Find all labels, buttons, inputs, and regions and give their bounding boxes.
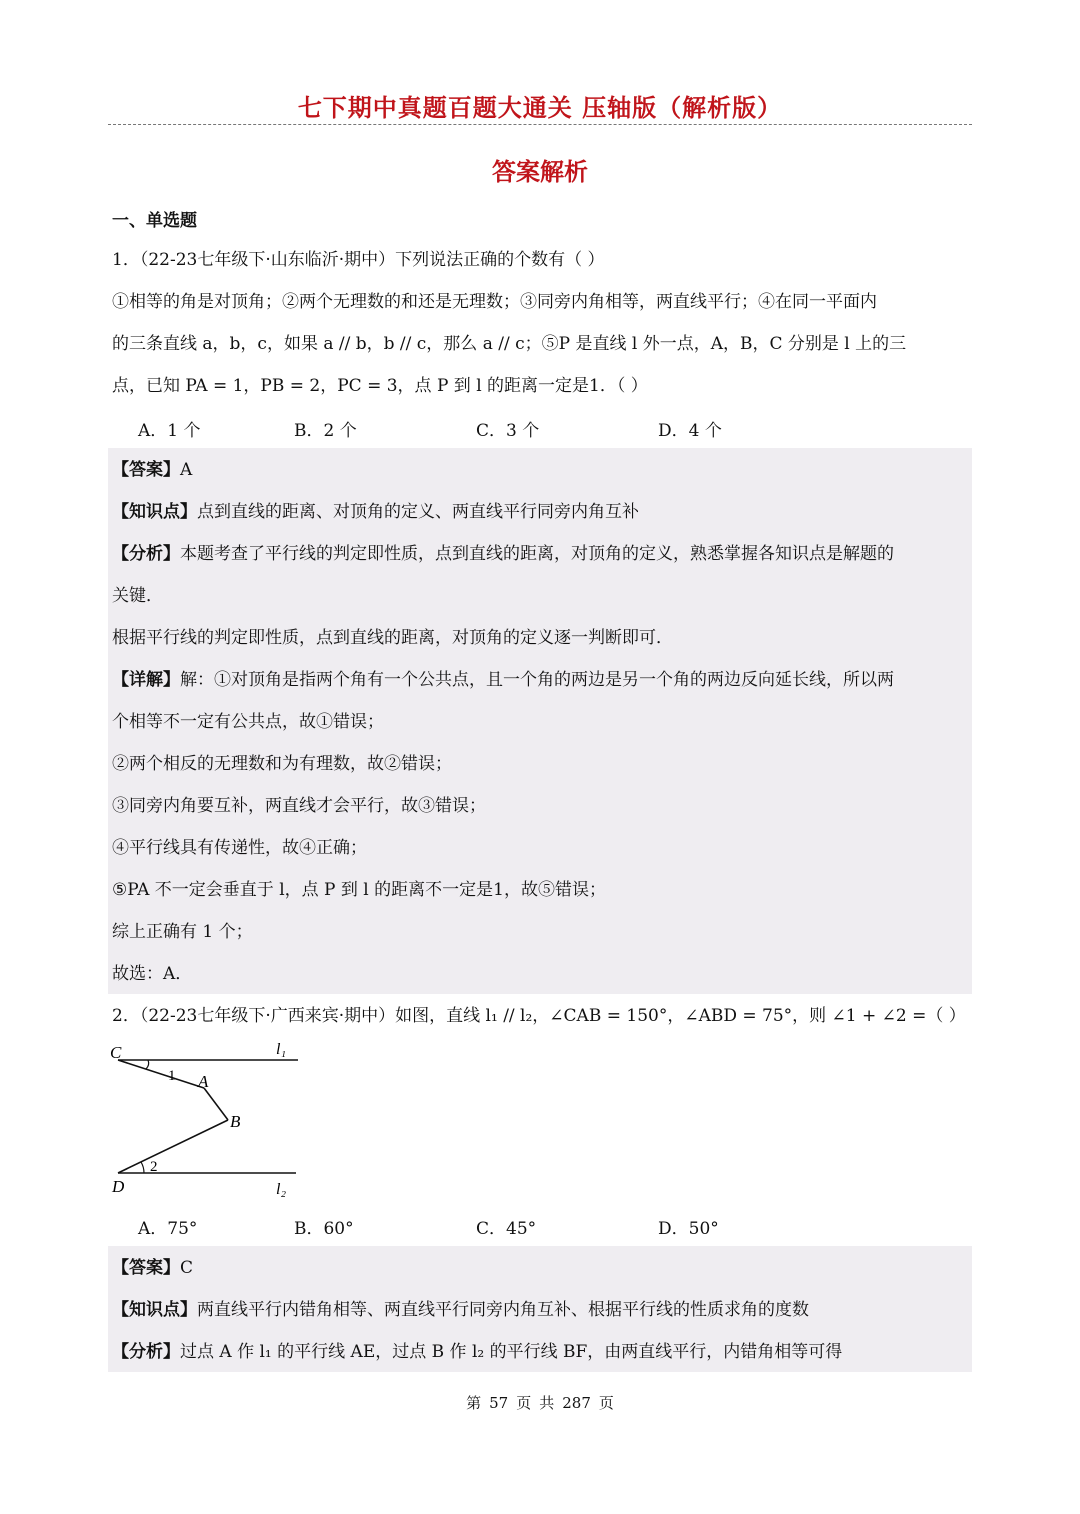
document-title: 七下期中真题百题大通关 压轴版（解析版） (297, 93, 783, 122)
footer-mid2: 共 (539, 1394, 555, 1412)
q2-choice-b: B．60° (294, 1219, 354, 1239)
footer-prefix: 第 (466, 1394, 482, 1412)
current-page: 57 (489, 1394, 509, 1412)
answer-value: A (180, 460, 193, 480)
q1-choice-d: D．4 个 (658, 421, 722, 441)
label-l1: l₁ (276, 1041, 287, 1058)
label-a: A (198, 1072, 209, 1091)
q1-knowledge-point (112, 500, 968, 524)
q1-detail-line: ③同旁内角要互补，两直线才会平行，故③错误； (112, 796, 486, 816)
q1-stem-line: 1．（22-23七年级下·山东临沂·期中）下列说法正确的个数有（ ） (112, 250, 605, 270)
detail-label: 【详解】 (112, 670, 180, 690)
kp-value: 点到直线的距离、对顶角的定义、两直线平行同旁内角互补 (197, 502, 639, 522)
label-angle2: 2 (150, 1159, 158, 1175)
q1-stem-line: 点，已知 PA = 1，PB = 2，PC = 3，点 P 到 l 的距离一定是1．（ ） (112, 376, 648, 396)
q1-analysis-line: 关键． (112, 586, 163, 606)
section-title: 答案解析 (492, 157, 588, 186)
q1-detail-line: 综上正确有 1 个； (112, 922, 253, 942)
answer-label: 【答案】 (112, 460, 180, 480)
kp-label: 【知识点】 (112, 1300, 197, 1320)
q1-choice-b: B．2 个 (294, 421, 357, 441)
detail-value: 解：①对顶角是指两个角有一个公共点，且一个角的两边是另一个角的两边反向延长线，所以两 (180, 670, 894, 690)
kp-value: 两直线平行内错角相等、两直线平行同旁内角互补、根据平行线的性质求角的度数 (197, 1300, 809, 1320)
q1-analysis-line: 根据平行线的判定即性质，点到直线的距离，对顶角的定义逐一判断即可． (112, 628, 673, 648)
q2-knowledge-point (112, 1298, 968, 1322)
q2-answer-box (108, 1246, 972, 1372)
q1-analysis (112, 542, 968, 566)
footer-mid1: 页 (516, 1394, 532, 1412)
q2-choice-a: A．75° (138, 1219, 198, 1239)
page-footer (0, 1392, 1080, 1413)
q2-choices (138, 1214, 938, 1238)
q1-answer-box (108, 448, 972, 994)
q2-analysis (112, 1340, 968, 1364)
q1-choice-a: A．1 个 (138, 421, 201, 441)
geometry-figure (108, 1040, 308, 1200)
kp-label: 【知识点】 (112, 502, 197, 522)
q1-stem-line: 的三条直线 a，b，c，如果 a // b，b // c，那么 a // c；⑤P 是直线 l 外一点，A，B，C 分别是 l 上的三 (112, 334, 907, 354)
analysis-value: 过点 A 作 l₁ 的平行线 AE，过点 B 作 l₂ 的平行线 BF，由两直线平行，内错角相等可得 (180, 1342, 843, 1362)
angle1-arc (146, 1060, 149, 1069)
q1-detail-line: ②两个相反的无理数和为有理数，故②错误； (112, 754, 452, 774)
section-heading: 一、单选题 (112, 211, 197, 231)
q2-stem: 2．（22-23七年级下·广西来宾·期中）如图，直线 l₁ // l₂，∠CAB = 150°，∠ABD = 75°，则 ∠1 + ∠2 =（ ） (112, 1006, 966, 1026)
q1-detail-line: ④平行线具有传递性，故④正确； (112, 838, 367, 858)
q1-choice-c: C．3 个 (476, 421, 540, 441)
angle2-arc (141, 1162, 144, 1173)
q1-stem-line: ①相等的角是对顶角；②两个无理数的和还是无理数；③同旁内角相等，两直线平行；④在同一平面内 (112, 292, 877, 312)
analysis-label: 【分析】 (112, 1342, 180, 1362)
total-pages: 287 (562, 1394, 591, 1412)
label-c: C (110, 1043, 122, 1062)
segment-ab (204, 1088, 228, 1120)
q1-detail-line: ⑤PA 不一定会垂直于 l，点 P 到 l 的距离不一定是1，故⑤错误； (112, 880, 606, 900)
q2-choice-d: D．50° (658, 1219, 719, 1239)
q1-answer (112, 458, 968, 482)
label-d: D (112, 1177, 125, 1196)
footer-suffix: 页 (598, 1394, 614, 1412)
q2-choice-c: C．45° (476, 1219, 537, 1239)
q1-detail (112, 668, 968, 692)
answer-value: C (180, 1258, 194, 1278)
q1-choices (138, 416, 938, 440)
q2-answer (112, 1256, 968, 1280)
segment-bd (118, 1120, 228, 1173)
answer-label: 【答案】 (112, 1258, 180, 1278)
label-l2: l₂ (276, 1181, 287, 1198)
label-angle1: 1 (168, 1068, 176, 1084)
q1-detail-line: 故选：A． (112, 964, 193, 984)
analysis-label: 【分析】 (112, 544, 180, 564)
analysis-value: 本题考查了平行线的判定即性质，点到直线的距离，对顶角的定义，熟悉掌握各知识点是解题的 (180, 544, 894, 564)
q1-detail-line: 个相等不一定有公共点，故①错误； (112, 712, 384, 732)
segment-ca (118, 1060, 204, 1088)
header-divider (108, 124, 972, 125)
label-b: B (230, 1112, 241, 1131)
